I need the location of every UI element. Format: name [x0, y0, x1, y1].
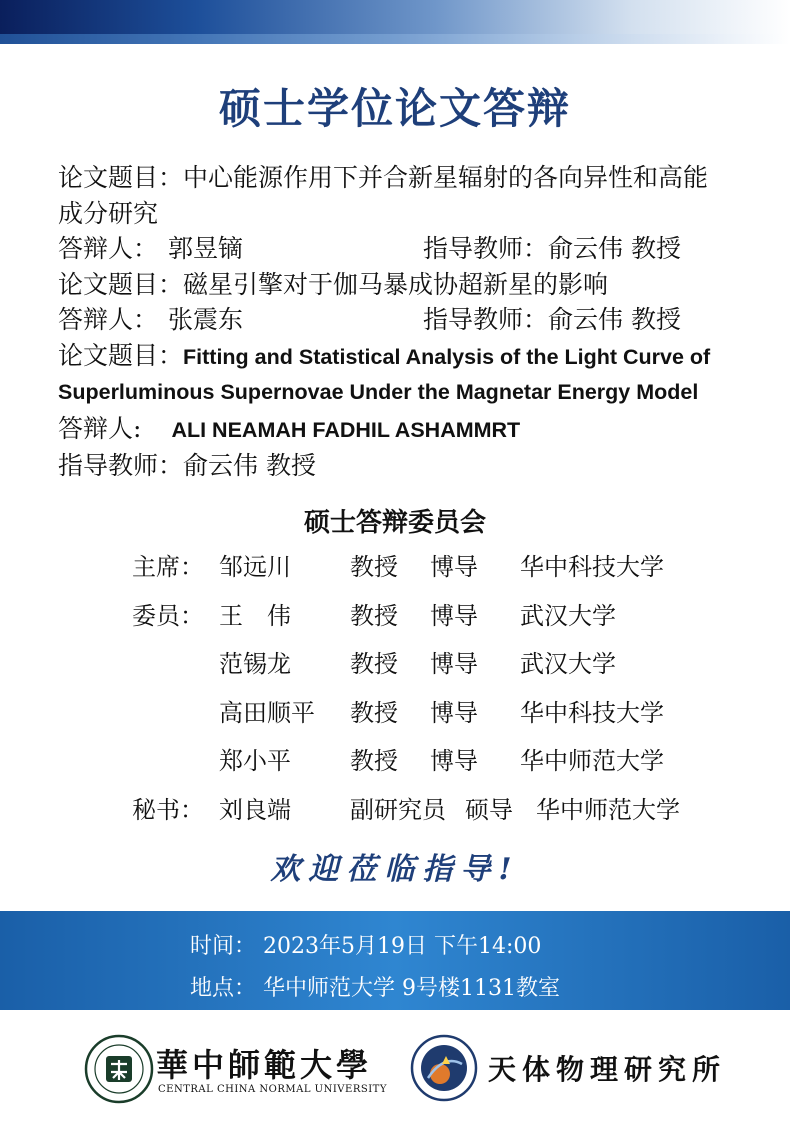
thesis-3-title: [58, 338, 758, 376]
defender-label: 答辩人：: [58, 234, 159, 263]
advisor-label: 指导教师：: [423, 234, 549, 263]
committee-title: 硕士答辩委员会: [303, 508, 486, 538]
thesis-2-title: [58, 267, 758, 303]
defender-label: 答辩人：: [58, 305, 159, 334]
institute-name: 天体物理研究所: [488, 1053, 727, 1086]
committee-row: 高田顺平 教授 博导 华中科技大学: [219, 698, 664, 727]
place-line: 地点： 华中师范大学 9号楼1131教室: [190, 976, 560, 1001]
title-text: 中心能源作用下并合新星辐射的各向异性和高能: [183, 163, 709, 192]
committee-row: 郑小平 教授 博导 华中师范大学: [219, 747, 664, 776]
secretary-row: 秘书： 刘良端 副研究员 硕导 华中师范大学: [132, 795, 680, 824]
advisor-label: 指导教师：: [423, 305, 549, 334]
ccnu-name-cn: 華中師範大學: [156, 1046, 373, 1084]
defender-name: ALI NEAMAH FADHIL ASHAMMRT: [171, 417, 521, 442]
advisor-name: 俞云伟 教授: [183, 451, 316, 480]
committee-row: 委员： 王 伟 教授 博导 武汉大学: [132, 601, 616, 630]
defender-label: 答辩人:: [58, 413, 142, 443]
title-text: 磁星引擎对于伽马暴成协超新星的影响: [183, 269, 609, 299]
thesis-3-title-cont: Superluminous Supernovae Under the Magnetar Energy Model: [58, 380, 699, 404]
advisor-name: 俞云伟 教授: [548, 305, 681, 334]
title-label: 论文题目：: [58, 340, 184, 370]
advisor-name: 俞云伟 教授: [548, 234, 681, 263]
thesis-3-defender: [58, 411, 758, 449]
info-banner: [0, 911, 790, 1010]
banner-stripe: [0, 34, 790, 44]
thesis-1-title: [58, 160, 758, 196]
thesis-1-title-cont: 成分研究: [58, 198, 159, 228]
page-title: 硕士学位论文答辩: [218, 84, 571, 133]
thesis-2-people: [58, 302, 758, 338]
committee-row: 主席： 邹远川 教授 博导 华中科技大学: [132, 553, 664, 581]
committee-list: [132, 547, 680, 839]
thesis-1-people: [58, 231, 758, 267]
welcome-text: 欢迎莅临指导!: [270, 852, 520, 887]
committee-row: 范锡龙 教授 博导 武汉大学: [219, 650, 616, 679]
ccnu-seal-icon: [84, 1034, 154, 1104]
title-text: Fitting and Statistical Analysis of the Light Curve of: [183, 344, 711, 369]
defender-name: 郭昱镝: [168, 234, 244, 263]
top-gradient-banner: [0, 0, 790, 44]
astrophysics-institute-logo-icon: [410, 1034, 478, 1102]
advisor-label: 指导教师：: [58, 451, 184, 480]
time-line: 时间： 2023年5月19日 下午14:00: [190, 934, 542, 959]
ccnu-name-en: CENTRAL CHINA NORMAL UNIVERSITY: [158, 1084, 387, 1095]
title-label: 论文题目：: [58, 269, 184, 299]
title-label: 论文题目：: [58, 163, 184, 192]
thesis-3-advisor: [58, 448, 758, 484]
defender-name: 张震东: [168, 305, 244, 334]
footer: [0, 1010, 790, 1122]
theses-list: [58, 160, 758, 484]
